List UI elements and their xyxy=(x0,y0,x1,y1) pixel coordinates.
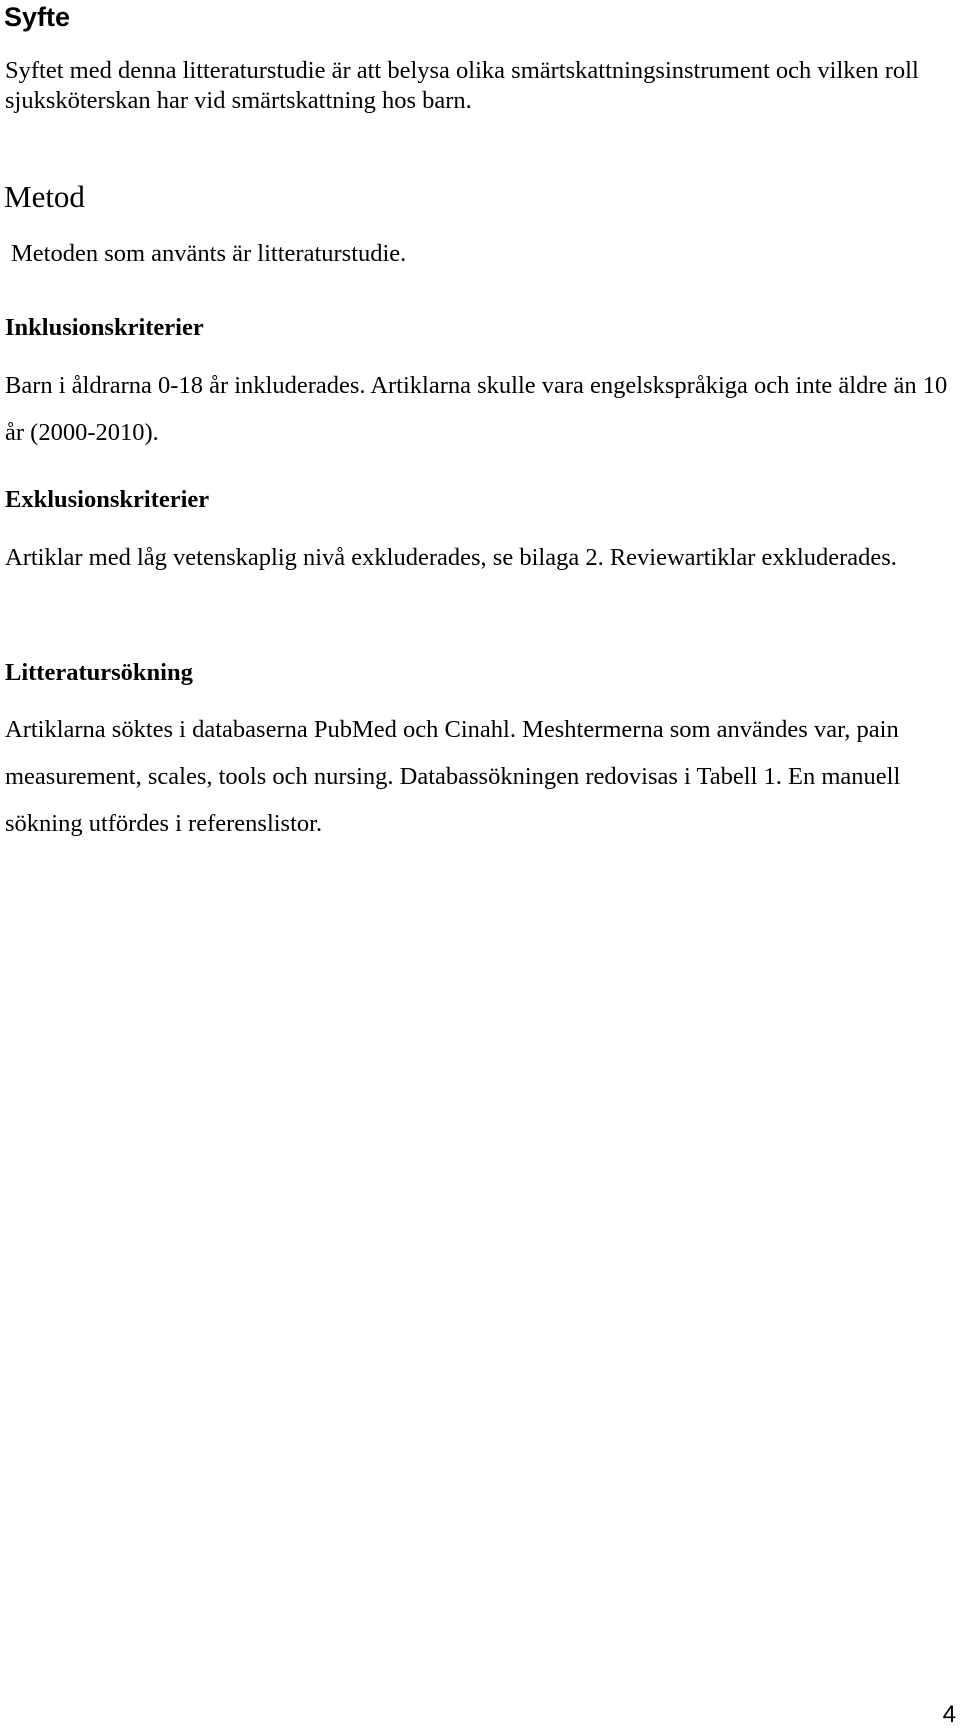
syfte-heading: Syfte xyxy=(4,2,71,32)
exklusionskriterier-paragraph: Artiklar med låg vetenskaplig nivå exkluderades, se bilaga 2. Reviewartiklar exkluderades. xyxy=(5,544,897,571)
exklusionskriterier-heading: Exklusionskriterier xyxy=(5,486,210,513)
inklusionskriterier-heading: Inklusionskriterier xyxy=(5,314,204,341)
litteratursokning-heading: Litteratursökning xyxy=(5,659,193,686)
page-number: 4 xyxy=(942,1701,956,1728)
metod-paragraph: Metoden som använts är litteraturstudie. xyxy=(11,240,407,267)
litteratursokning-paragraph: Artiklarna söktes i databaserna PubMed och Cinahl. Meshtermerna som användes var, pain measurement, scales, tools och nursing. Databassökningen redovisas i Tabell 1. En manuell sökning utfördes i referenslistor. xyxy=(5,716,901,837)
metod-heading: Metod xyxy=(4,179,85,214)
syfte-paragraph: Syftet med denna litteraturstudie är att belysa olika smärtskattningsinstrument och vilken roll sjuksköterskan har vid smärtskattning hos barn. xyxy=(5,57,919,114)
inklusionskriterier-paragraph: Barn i åldrarna 0-18 år inkluderades. Artiklarna skulle vara engelskspråkiga och inte äldre än 10 år (2000-2010). xyxy=(5,372,948,446)
